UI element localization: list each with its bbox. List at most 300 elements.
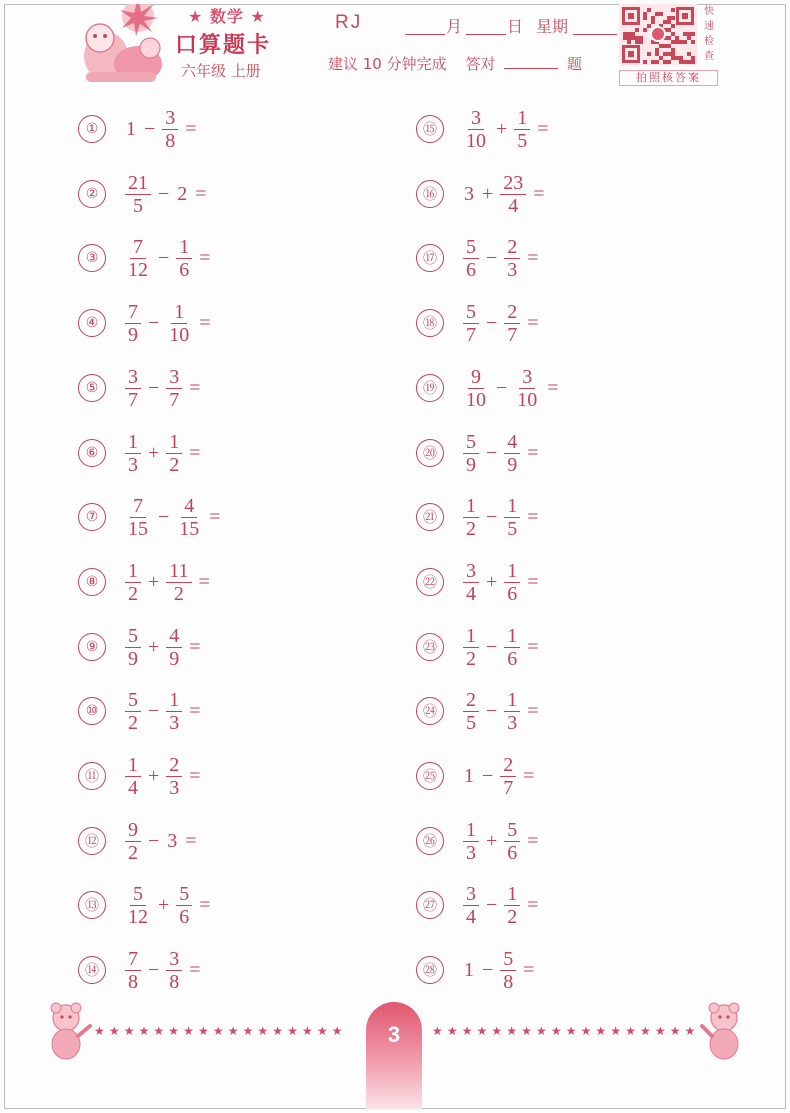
operator: = — [523, 764, 535, 787]
fraction-denominator: 7 — [128, 388, 138, 411]
answer-space[interactable] — [539, 958, 579, 982]
fraction-numerator: 5 — [463, 431, 479, 454]
answer-space[interactable] — [215, 893, 255, 917]
fraction-denominator: 12 — [128, 258, 148, 281]
operator: = — [527, 635, 539, 658]
operator: − — [486, 441, 498, 464]
fraction-denominator: 9 — [128, 647, 138, 670]
operator: − — [148, 958, 160, 981]
fraction — [125, 754, 141, 799]
fraction — [125, 366, 141, 411]
operator: − — [486, 311, 498, 334]
fraction-denominator: 8 — [503, 970, 514, 993]
operator: − — [148, 311, 160, 334]
fraction-denominator: 5 — [133, 194, 143, 217]
fraction-denominator: 3 — [169, 711, 180, 734]
fraction-numerator: 1 — [171, 301, 187, 324]
fraction-denominator: 4 — [508, 194, 519, 217]
fraction-numerator: 1 — [166, 689, 182, 712]
operator: + — [486, 829, 498, 852]
problem-number: ㉕ — [416, 762, 444, 790]
fraction-numerator: 2 — [504, 301, 520, 324]
problem-item — [416, 875, 583, 935]
operator: − — [496, 376, 508, 399]
qr-caption: 拍照核答案 — [619, 70, 718, 86]
answer-space[interactable] — [205, 635, 245, 659]
fraction-numerator: 3 — [468, 107, 484, 130]
fraction — [463, 819, 479, 864]
fraction-numerator: 1 — [166, 431, 182, 454]
answer-space[interactable] — [211, 182, 251, 206]
fraction — [463, 883, 479, 928]
day-blank[interactable] — [466, 34, 506, 35]
operator: = — [189, 441, 201, 464]
problem-item — [416, 99, 593, 159]
fraction — [500, 948, 516, 993]
problem-item — [78, 940, 245, 1000]
operator: + — [482, 182, 494, 205]
operator: = — [198, 570, 210, 593]
operator: − — [158, 182, 170, 205]
answer-space[interactable] — [543, 699, 583, 723]
operator: − — [158, 246, 170, 269]
fraction — [463, 366, 489, 411]
answer-space[interactable] — [543, 441, 583, 465]
answer-space[interactable] — [539, 764, 579, 788]
correct-suffix: 题 — [566, 55, 582, 73]
problem-number: ⑨ — [78, 633, 106, 661]
fraction-denominator: 9 — [466, 453, 476, 476]
fraction-denominator: 9 — [169, 647, 180, 670]
page-number: 3 — [387, 1022, 401, 1047]
fraction-denominator: 5 — [507, 517, 518, 540]
operator: = — [185, 117, 197, 140]
problem-item — [78, 164, 251, 224]
fraction — [463, 301, 479, 346]
fraction-denominator: 8 — [169, 970, 180, 993]
problem-number: ⑫ — [78, 827, 106, 855]
fraction — [166, 689, 182, 734]
problem-item — [416, 358, 603, 418]
fraction-numerator: 7 — [125, 948, 141, 971]
fraction-numerator: 11 — [166, 560, 191, 583]
fraction-numerator: 5 — [176, 883, 192, 906]
fraction-numerator: 1 — [176, 236, 192, 259]
fraction-denominator: 6 — [466, 258, 476, 281]
fraction-numerator: 5 — [504, 819, 520, 842]
fraction — [463, 431, 479, 476]
fraction-numerator: 2 — [166, 754, 182, 777]
problem-number: ⑲ — [416, 374, 444, 402]
fraction-numerator: 2 — [504, 236, 520, 259]
problem-number: ㉑ — [416, 503, 444, 531]
subject-label: ★ 数学 ★ — [188, 7, 266, 26]
fraction-numerator: 1 — [463, 819, 479, 842]
fraction-denominator: 15 — [179, 517, 200, 540]
fraction-denominator: 7 — [507, 323, 518, 346]
fraction — [504, 689, 520, 734]
fraction-numerator: 1 — [125, 754, 141, 777]
operator: − — [148, 829, 160, 852]
fraction-denominator: 7 — [503, 776, 514, 799]
operator: = — [189, 958, 201, 981]
problem-number: ⑮ — [416, 115, 444, 143]
fraction-denominator: 9 — [128, 323, 138, 346]
fraction — [176, 495, 202, 540]
fraction-denominator: 2 — [169, 453, 180, 476]
problem-item — [78, 99, 241, 159]
fraction-denominator: 3 — [466, 841, 476, 864]
correct-label: 答对 — [465, 55, 496, 73]
problem-item — [416, 617, 583, 677]
fraction — [463, 560, 479, 605]
fraction-numerator: 3 — [463, 560, 479, 583]
fraction — [125, 495, 151, 540]
operator: = — [527, 893, 539, 916]
month-blank[interactable] — [405, 34, 445, 35]
fraction-numerator: 4 — [181, 495, 197, 518]
fraction-denominator: 3 — [169, 776, 180, 799]
problem-item — [78, 746, 245, 806]
operator: − — [486, 699, 498, 722]
qr-side-text: 快速检查 — [704, 6, 714, 62]
answer-space[interactable] — [543, 829, 583, 853]
fraction-denominator: 2 — [128, 711, 138, 734]
fraction-denominator: 4 — [466, 582, 476, 605]
qr-code-icon[interactable] — [619, 4, 697, 66]
fraction-denominator: 6 — [507, 647, 518, 670]
fraction-numerator: 1 — [463, 495, 479, 518]
operator: = — [527, 311, 539, 334]
operator: = — [523, 958, 535, 981]
bear-left-icon — [44, 1000, 94, 1062]
fraction — [166, 431, 182, 476]
operator: = — [527, 246, 539, 269]
fraction — [504, 819, 520, 864]
fraction-denominator: 3 — [507, 258, 518, 281]
day-label: 日 — [507, 17, 524, 36]
problem-number: ⑯ — [416, 180, 444, 208]
fraction — [504, 625, 520, 670]
answer-space[interactable] — [543, 570, 583, 594]
problem-number: ㉓ — [416, 633, 444, 661]
operator: − — [148, 376, 160, 399]
fraction-denominator: 8 — [128, 970, 138, 993]
problem-number: ⑤ — [78, 374, 106, 402]
fraction-denominator: 15 — [128, 517, 148, 540]
answer-space[interactable] — [225, 505, 265, 529]
fraction — [463, 236, 479, 281]
problem-item — [78, 681, 245, 741]
problem-item — [78, 423, 245, 483]
fraction — [125, 689, 141, 734]
fraction — [504, 236, 520, 281]
fraction-numerator: 1 — [514, 107, 530, 130]
answer-space[interactable] — [201, 829, 241, 853]
problem-item — [416, 228, 583, 288]
fraction — [500, 754, 516, 799]
fraction-denominator: 2 — [173, 582, 184, 605]
fraction-numerator: 4 — [504, 431, 520, 454]
fraction — [125, 301, 141, 346]
fraction — [463, 625, 479, 670]
fraction — [166, 625, 182, 670]
problem-item — [78, 293, 255, 353]
bear-right-icon — [698, 1000, 748, 1062]
problem-item — [416, 423, 583, 483]
stars-right: ★★★★★★★★★★★★★★★★★★ — [432, 1024, 700, 1038]
weekday-blank[interactable] — [573, 34, 617, 35]
fraction — [176, 236, 192, 281]
card-title: 口算题卡 — [175, 33, 272, 58]
whole-number: 1 — [464, 958, 474, 981]
suggestion-text: 建议 10 分钟完成 — [328, 55, 447, 73]
fraction-denominator: 3 — [128, 453, 138, 476]
problem-number: ⑬ — [78, 891, 106, 919]
operator: + — [486, 570, 498, 593]
cartoon-illustration — [78, 4, 173, 84]
grade-label: 六年级 上册 — [181, 62, 261, 80]
edition-label: RJ — [335, 12, 363, 33]
problem-number: ① — [78, 115, 106, 143]
operator: = — [537, 117, 549, 140]
fraction-numerator: 1 — [125, 560, 141, 583]
problem-number: ⑧ — [78, 568, 106, 596]
operator: + — [158, 893, 170, 916]
fraction-numerator: 3 — [162, 107, 178, 130]
whole-number: 1 — [126, 117, 136, 140]
fraction — [125, 560, 141, 605]
fraction-numerator: 1 — [504, 689, 520, 712]
fraction — [162, 107, 178, 152]
operator: = — [189, 699, 201, 722]
fraction-denominator: 4 — [466, 905, 476, 928]
fraction-numerator: 7 — [130, 236, 146, 259]
fraction-numerator: 5 — [500, 948, 516, 971]
operator: − — [486, 246, 498, 269]
fraction-denominator: 3 — [507, 711, 518, 734]
fraction-numerator: 2 — [463, 689, 479, 712]
whole-number: 2 — [177, 182, 188, 205]
fraction-denominator: 6 — [179, 905, 190, 928]
fraction-denominator: 4 — [128, 776, 138, 799]
problem-number: ⑱ — [416, 309, 444, 337]
answer-space[interactable] — [215, 246, 255, 270]
operator: − — [158, 505, 170, 528]
operator: − — [486, 635, 498, 658]
fraction — [514, 366, 540, 411]
operator: = — [199, 893, 211, 916]
operator: + — [496, 117, 508, 140]
problem-item — [416, 681, 583, 741]
fraction-numerator: 4 — [166, 625, 182, 648]
fraction-denominator: 7 — [466, 323, 476, 346]
operator: = — [189, 764, 201, 787]
answer-space[interactable] — [215, 311, 255, 335]
operator: = — [527, 829, 539, 852]
fraction — [514, 107, 530, 152]
answer-space[interactable] — [543, 505, 583, 529]
page-tab — [366, 1002, 422, 1109]
problem-number: ⑳ — [416, 439, 444, 467]
fraction — [176, 883, 192, 928]
fraction-numerator: 3 — [166, 948, 182, 971]
problem-item — [78, 617, 245, 677]
operator: − — [482, 958, 494, 981]
fraction-denominator: 7 — [169, 388, 180, 411]
fraction-denominator: 6 — [179, 258, 190, 281]
problem-number: ㉘ — [416, 956, 444, 984]
fraction — [463, 689, 479, 734]
fraction-numerator: 1 — [125, 431, 141, 454]
operator: = — [195, 182, 207, 205]
operator: − — [144, 117, 156, 140]
operator: = — [527, 505, 539, 528]
fraction-numerator: 2 — [500, 754, 516, 777]
fraction — [500, 172, 526, 217]
fraction — [125, 172, 151, 217]
fraction-numerator: 5 — [130, 883, 146, 906]
fraction-numerator: 21 — [125, 172, 151, 195]
operator: = — [527, 699, 539, 722]
answer-space[interactable] — [553, 117, 593, 141]
answer-space[interactable] — [205, 764, 245, 788]
fraction-numerator: 23 — [500, 172, 526, 195]
operator: + — [148, 764, 160, 787]
problem-item — [416, 293, 583, 353]
problem-number: ④ — [78, 309, 106, 337]
operator: = — [527, 441, 539, 464]
fraction — [504, 431, 520, 476]
fraction-numerator: 9 — [468, 366, 484, 389]
operator: = — [547, 376, 559, 399]
problem-item — [78, 811, 241, 871]
problem-number: ㉔ — [416, 697, 444, 725]
fraction — [125, 431, 141, 476]
fraction-numerator: 9 — [125, 819, 141, 842]
problem-item — [416, 746, 579, 806]
fraction — [463, 107, 489, 152]
answer-space[interactable] — [549, 182, 589, 206]
fraction-denominator: 10 — [466, 388, 486, 411]
fraction-numerator: 3 — [125, 366, 141, 389]
problem-item — [78, 552, 254, 612]
problem-item — [78, 487, 265, 547]
fraction — [463, 495, 479, 540]
answer-space[interactable] — [205, 376, 245, 400]
problem-number: ⑪ — [78, 762, 106, 790]
fraction — [166, 948, 182, 993]
problem-number: ③ — [78, 244, 106, 272]
fraction — [125, 236, 151, 281]
fraction — [125, 883, 151, 928]
problem-item — [78, 228, 255, 288]
answer-space[interactable] — [214, 570, 254, 594]
operator: = — [199, 311, 211, 334]
operator: − — [486, 505, 498, 528]
fraction — [504, 883, 520, 928]
fraction-numerator: 5 — [125, 625, 141, 648]
fraction — [504, 495, 520, 540]
problem-item — [416, 552, 583, 612]
answer-space[interactable] — [563, 376, 603, 400]
fraction-denominator: 9 — [507, 453, 518, 476]
fraction — [166, 754, 182, 799]
problem-item — [416, 940, 579, 1000]
fraction-denominator: 2 — [466, 517, 476, 540]
fraction-denominator: 5 — [466, 711, 476, 734]
fraction-numerator: 5 — [463, 301, 479, 324]
fraction-numerator: 5 — [463, 236, 479, 259]
fraction-denominator: 2 — [128, 582, 138, 605]
fraction-denominator: 6 — [507, 841, 518, 864]
operator: = — [533, 182, 545, 205]
answer-space[interactable] — [201, 117, 241, 141]
problem-number: ㉖ — [416, 827, 444, 855]
operator: − — [482, 764, 494, 787]
whole-number: 3 — [464, 182, 474, 205]
fraction-denominator: 10 — [517, 388, 538, 411]
answer-space[interactable] — [543, 635, 583, 659]
fraction — [504, 301, 520, 346]
suggestion-line — [328, 53, 582, 74]
fraction — [125, 819, 141, 864]
fraction-numerator: 1 — [504, 495, 520, 518]
operator: = — [527, 570, 539, 593]
answer-space[interactable] — [543, 246, 583, 270]
operator: = — [189, 376, 201, 399]
answer-space[interactable] — [205, 958, 245, 982]
operator: + — [148, 570, 160, 593]
whole-number: 3 — [167, 829, 178, 852]
fraction-denominator: 10 — [169, 323, 190, 346]
problem-number: ⑭ — [78, 956, 106, 984]
problem-item — [78, 358, 245, 418]
fraction-numerator: 1 — [504, 625, 520, 648]
fraction — [125, 948, 141, 993]
problem-item — [416, 164, 589, 224]
answer-space[interactable] — [543, 311, 583, 335]
problem-item — [416, 487, 583, 547]
fraction-denominator: 8 — [165, 129, 176, 152]
fraction — [504, 560, 520, 605]
fraction-denominator: 5 — [517, 129, 528, 152]
problem-number: ⑦ — [78, 503, 106, 531]
fraction-denominator: 10 — [466, 129, 486, 152]
answer-space[interactable] — [205, 699, 245, 723]
operator: − — [486, 893, 498, 916]
fraction-numerator: 7 — [125, 301, 141, 324]
fraction-numerator: 3 — [463, 883, 479, 906]
problem-number: ⑥ — [78, 439, 106, 467]
fraction-numerator: 3 — [166, 366, 182, 389]
problem-item — [78, 875, 255, 935]
weekday-label: 星期 — [536, 17, 569, 36]
fraction-numerator: 1 — [504, 883, 520, 906]
correct-count-blank[interactable] — [504, 68, 558, 69]
answer-space[interactable] — [205, 441, 245, 465]
problem-number: ㉒ — [416, 568, 444, 596]
answer-space[interactable] — [543, 893, 583, 917]
problem-number: ㉗ — [416, 891, 444, 919]
problem-item — [416, 811, 583, 871]
fraction-denominator: 12 — [128, 905, 148, 928]
fraction — [125, 625, 141, 670]
month-label: 月 — [446, 17, 463, 36]
operator: − — [148, 699, 160, 722]
operator: + — [148, 635, 160, 658]
fraction — [166, 560, 191, 605]
